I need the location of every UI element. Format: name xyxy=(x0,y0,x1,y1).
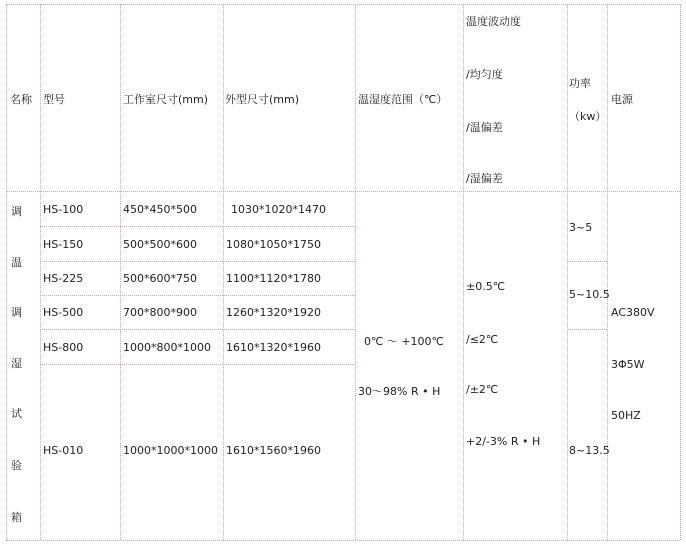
header-fluct-line: 温度波动度 xyxy=(466,15,521,28)
cell-model: HS-100 xyxy=(43,203,84,216)
header-fluct-line: /均匀度 xyxy=(466,68,503,81)
cell-work-size: 450*450*500 xyxy=(123,203,197,216)
table-vline xyxy=(680,4,681,540)
range-humidity: 30～98% R • H xyxy=(358,385,441,398)
name-char: 验 xyxy=(11,459,22,472)
table-vline xyxy=(355,4,356,540)
name-char: 温 xyxy=(11,256,22,269)
header-model: 型号 xyxy=(43,93,65,106)
cell-outer-size: 1260*1320*1920 xyxy=(226,306,321,319)
cell-work-size: 1000*1000*1000 xyxy=(123,444,218,457)
table-vline xyxy=(223,4,224,540)
cell-model: HS-010 xyxy=(43,444,84,457)
table-vline xyxy=(120,4,121,540)
header-outer-size: 外型尺寸(mm) xyxy=(225,93,300,106)
cell-model: HS-800 xyxy=(43,341,84,354)
fluct-value: /≤2℃ xyxy=(466,333,499,346)
supply-value: 50HZ xyxy=(611,409,641,422)
fluct-value: ±0.5℃ xyxy=(466,280,506,293)
name-char: 湿 xyxy=(11,357,22,370)
header-divider xyxy=(6,191,680,192)
supply-value: 3Φ5W xyxy=(611,358,645,371)
table-top-border xyxy=(6,4,680,5)
cell-work-size: 1000*800*1000 xyxy=(123,341,211,354)
row-divider xyxy=(40,329,355,330)
header-fluct-line: /湿偏差 xyxy=(466,172,503,185)
cell-work-size: 500*500*600 xyxy=(123,238,197,251)
power-divider xyxy=(567,261,607,262)
supply-value: AC380V xyxy=(611,306,655,319)
row-divider xyxy=(40,295,355,296)
cell-model: HS-150 xyxy=(43,238,84,251)
cell-outer-size: 1100*1120*1780 xyxy=(226,272,321,285)
table-vline xyxy=(463,4,464,540)
cell-work-size: 500*600*750 xyxy=(123,272,197,285)
table-vline xyxy=(40,4,41,540)
fluct-value: /±2℃ xyxy=(466,383,499,396)
table-vline xyxy=(6,4,7,540)
header-supply: 电源 xyxy=(611,93,633,106)
range-temp: 0℃ ～ +100℃ xyxy=(364,335,444,348)
name-char: 试 xyxy=(11,407,22,420)
fluct-value: +2/-3% R • H xyxy=(466,435,541,448)
cell-outer-size: 1610*1560*1960 xyxy=(226,444,321,457)
cell-outer-size: 1030*1020*1470 xyxy=(231,203,326,216)
power-divider xyxy=(567,329,607,330)
power-value: 3~5 xyxy=(569,221,593,234)
name-char: 箱 xyxy=(11,511,22,524)
cell-work-size: 700*800*900 xyxy=(123,306,197,319)
cell-outer-size: 1080*1050*1750 xyxy=(226,238,321,251)
cell-model: HS-225 xyxy=(43,272,84,285)
table-vline xyxy=(607,4,608,540)
power-value: 8~13.5 xyxy=(569,444,610,457)
row-divider xyxy=(40,364,355,365)
cell-model: HS-500 xyxy=(43,306,84,319)
header-work-size: 工作室尺寸(mm) xyxy=(123,93,209,106)
header-fluct-line: /温偏差 xyxy=(466,121,503,134)
name-char: 调 xyxy=(11,205,22,218)
table-vline xyxy=(567,4,568,540)
header-power: 功率 xyxy=(569,77,591,90)
header-range: 温湿度范围（℃） xyxy=(358,93,448,106)
row-divider xyxy=(40,261,355,262)
header-power-unit: （kw） xyxy=(569,110,607,123)
cell-outer-size: 1610*1320*1960 xyxy=(226,341,321,354)
name-char: 调 xyxy=(11,306,22,319)
power-value: 5~10.5 xyxy=(569,288,610,301)
table-bottom-border xyxy=(6,540,680,541)
header-name: 名称 xyxy=(10,93,32,106)
row-divider xyxy=(40,226,355,227)
